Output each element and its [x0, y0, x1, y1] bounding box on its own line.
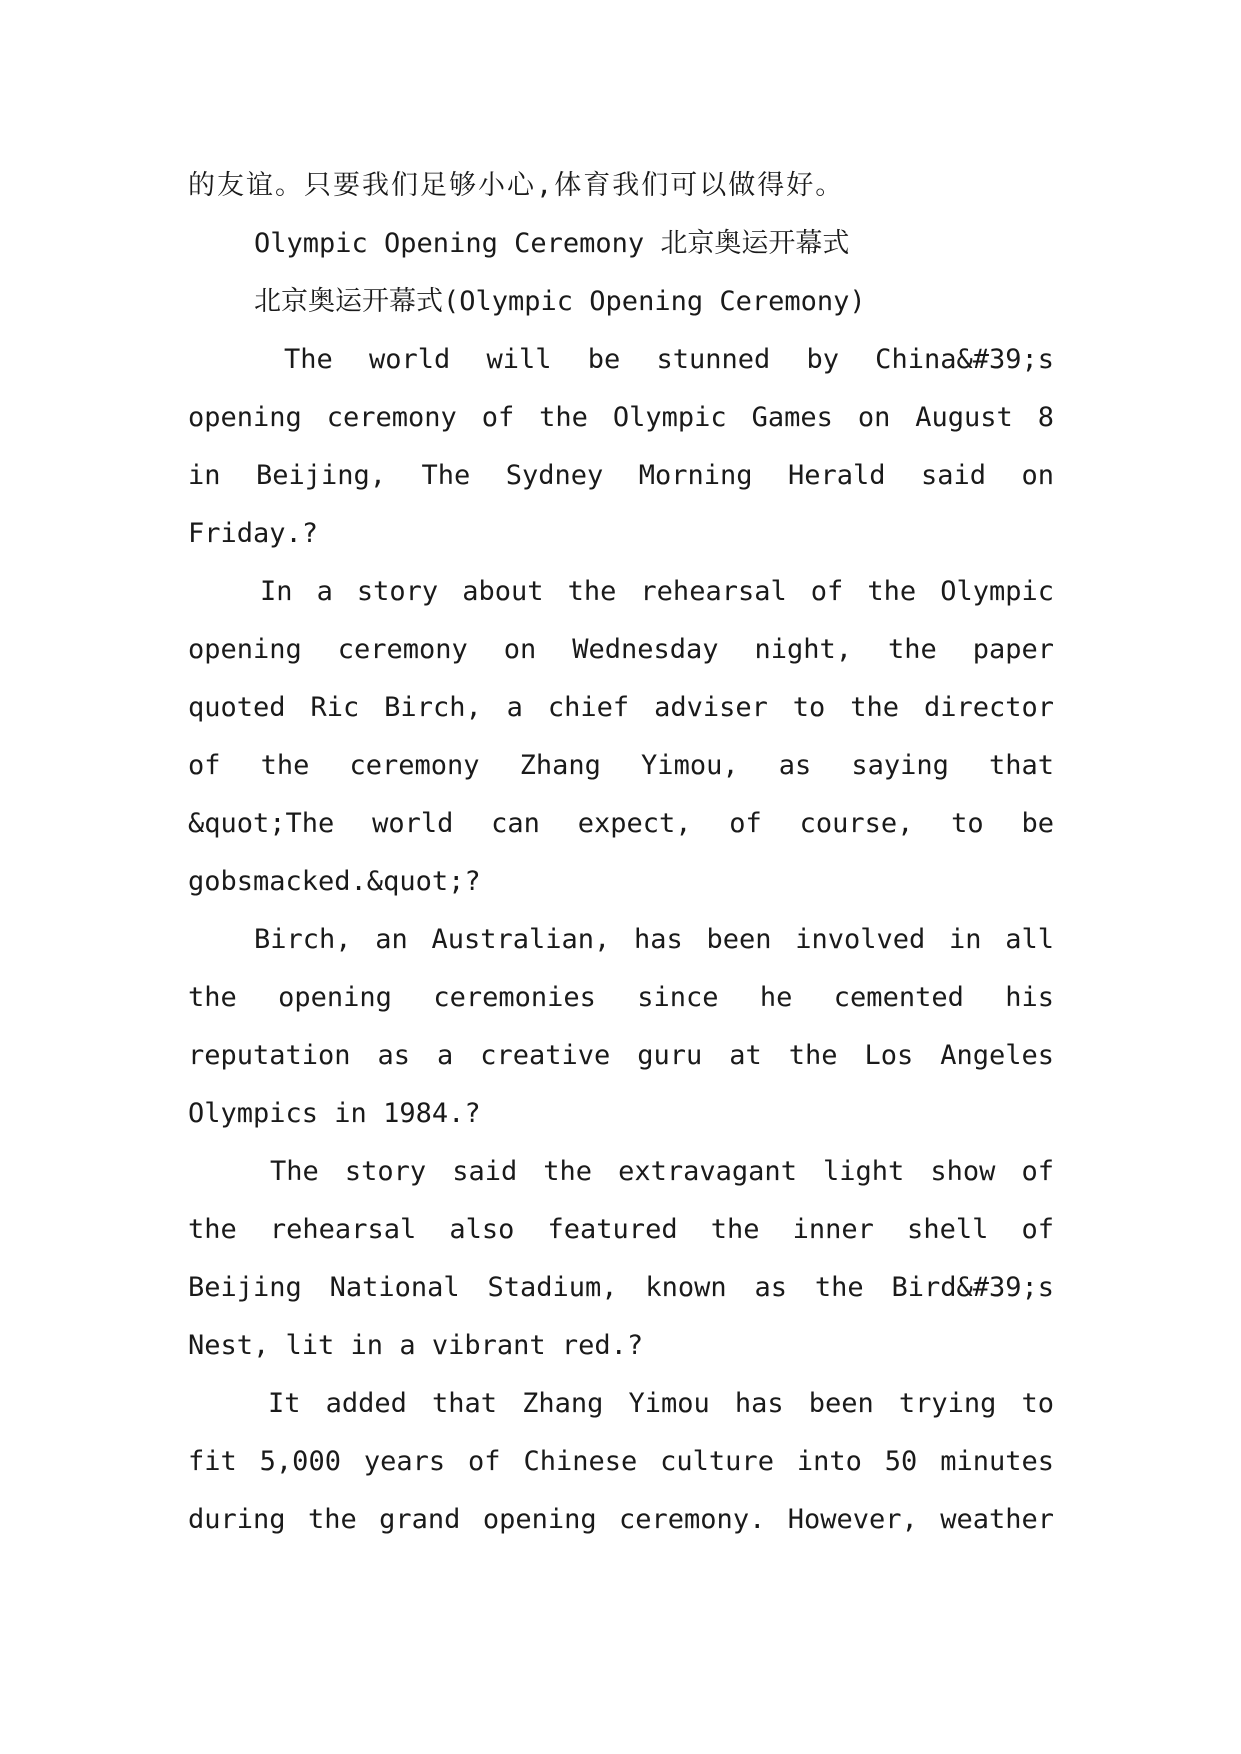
title-line: Olympic Opening Ceremony 北京奥运开幕式 [254, 228, 850, 259]
paragraph-line: Nest, lit in a vibrant red.? [188, 1330, 644, 1361]
paragraph-line: Olympics in 1984.? [188, 1098, 481, 1129]
paragraph-line: Friday.? [188, 518, 319, 549]
paragraph-line: the rehearsal also featured the inner shell of [188, 1214, 1054, 1245]
paragraph-line: Birch, an Australian, has been involved in all [254, 924, 1054, 955]
paragraph-line: in Beijing, The Sydney Morning Herald said on [188, 460, 1054, 491]
paragraph-line: In a story about the rehearsal of the Olympic [260, 576, 1054, 607]
paragraph-line: during the grand opening ceremony. However, weather [188, 1504, 1054, 1535]
paragraph-line: opening ceremony on Wednesday night, the paper [188, 634, 1054, 665]
paragraph-5 [188, 1375, 1054, 1549]
paragraph-line: quoted Ric Birch, a chief adviser to the director [188, 692, 1054, 723]
paragraph-line: The world will be stunned by China&#39;s [284, 344, 1054, 375]
paragraph-line: opening ceremony of the Olympic Games on August 8 [188, 402, 1054, 433]
intro-line: 的友谊。只要我们足够小心,体育我们可以做得好。 [188, 170, 845, 201]
paragraph-line: It added that Zhang Yimou has been trying to [268, 1388, 1054, 1419]
paragraph-line: Beijing National Stadium, known as the Bird&#39;s [188, 1272, 1054, 1303]
paragraph-4 [188, 1143, 1054, 1375]
paragraph-line: &quot;The world can expect, of course, to be [188, 808, 1054, 839]
paragraph-line: The story said the extravagant light show of [270, 1156, 1054, 1187]
paragraph-3 [188, 911, 1054, 1143]
paragraph-line: reputation as a creative guru at the Los Angeles [188, 1040, 1054, 1071]
paragraph-2 [188, 563, 1054, 911]
paragraph-line: gobsmacked.&quot;? [188, 866, 481, 897]
paragraph-line: fit 5,000 years of Chinese culture into 50 minutes [188, 1446, 1054, 1477]
paragraph-line: of the ceremony Zhang Yimou, as saying that [188, 750, 1054, 781]
paragraph-1 [188, 331, 1054, 563]
subtitle-line: 北京奥运开幕式(Olympic Opening Ceremony) [254, 286, 866, 317]
paragraph-line: the opening ceremonies since he cemented his [188, 982, 1054, 1013]
document-body [188, 157, 1054, 1549]
